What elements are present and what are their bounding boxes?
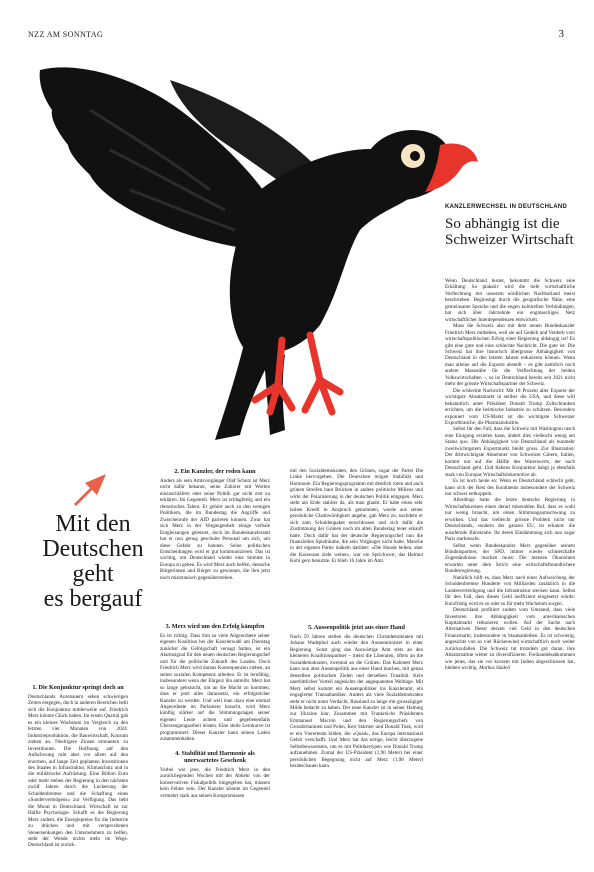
- black-eagle-illustration: [20, 40, 480, 460]
- section-text: Anders als sein Amtsvorgänger Olaf Scholz ist Merz nicht dafür bekannt, seine Zuhörer mit Worten einzuschläfern oder seine Politik gar nicht erst zu erklären. Im Gegenteil. Merz ist schlagfertig und ein rhetorisches Talent. Er gehört auch zu den wenigen Politikern, die im Bundestag die Angriffe und Zwischenrufe der AfD parieren können. Zwar hat sich Merz in der Vergangenheit einige verbale Entgleisungen geleistet, doch im Bundeskanzleramt hat er nun genug geschulte Personal um sich, um diese Gefahr zu bannen. Seine politischen Entscheidungen wird er gut kommunizieren. Das ist wichtig, um Deutschland wieder eine Stimme in Europa zu geben. Es wird Merz auch helfen, deutsche Bürgerinnen und Bürger zu gewinnen, die ihm jetzt noch misstrauisch gegenüberstehen.: [160, 478, 270, 581]
- page-number: 3: [558, 28, 564, 40]
- section-5: [290, 624, 423, 770]
- section-subhead: 2. Ein Kanzler, der reden kann: [174, 468, 256, 475]
- left-wing: [40, 67, 270, 250]
- right-paragraph: Wenn Deutschland hustet, bekommt die Schweiz eine Erkältung: So plakativ wird die tiefe wirtschaftliche Verflechtung mit unserem nördlichen Nachbarland meist beschrieben. Begünstigt durch die geografische Nähe, eine gemeinsame Sprache und die engen kulturellen Verbindungen, hat sich über Jahrzehnte ein engmaschiges Netz wirtschaftlicher Interdependenzen entwickelt.: [445, 278, 575, 323]
- masthead: NZZ AM SONNTAG: [28, 30, 104, 39]
- section-3: [160, 623, 270, 743]
- right-paragraph: Selbst wenn Bundeskanzler Merz gegenüber seinem Bündnispartner, der SPD, immer wieder schmerzhafte Zugeständnisse machen muss: Die meisten Ökonomen erwarten unter dem Strich eine wirtschaftsfreundlichere Bundesregierung.: [445, 542, 575, 575]
- section-subhead: 1. Die Konjunktur springt doch an: [32, 684, 124, 691]
- right-article-body: [445, 278, 575, 672]
- section-text: Es ist richtig: Dass ihm so viele Abgeordnete seiner eigenen Koalition bei der Kanzlerwahl am Dienstag zunächst die Gefolgschaft versagt hatten, ist ein Alarmsignal für den neuen deutschen Regierungschef und für die politische Zukunft des Landes. Doch Friedrich Merz wird daraus Konsequenzen ziehen, an seiner sozialen Kompetenz arbeiten. Er ist lernfähig, insbesondere wenn der Ehrgeiz ihn antreibt. Merz hat so lange gebraucht, um an die Macht zu kommen, dass er jetzt alles daransetzt, ein erfolgreicher Kanzler zu werden. Und weil man dazu eine einmal Abgeordnete im Parlament braucht, wird Merz künftig stärker auf die Stimmungslagen seiner eigenen Leute achten und gegebenenfalls Überzeugungsarbeit leisten. Eine steile Lernkurve ist programmiert. Dieser Kanzler kann seinen Laden zusammenhalten.: [160, 633, 270, 743]
- right-paragraph: Selbst für den Fall, dass die Schweiz mit Washington rasch eine Einigung erzielen kann, ändert dies vielleicht wenig am Status quo. Die Abhängigkeit von Deutschland als nunmehr zweitwichtigstem Exportmarkt bleibt gross. Zur Illustration: Der drittwichtigste Abnehmer von Schweizer Gütern, Italien, kommt nur auf die Hälfte des Warenwerts, der nach Deutschland geht. Und Italiens Konjunktur hängt ja ebenfalls stark von Europas Wirtschaftslokomotive ab.: [445, 426, 575, 478]
- section-2: [160, 468, 270, 581]
- section-4-continued: [290, 468, 423, 616]
- right-paragraph-last: [445, 607, 575, 672]
- section-text: Deutschlands Autobauern sehen schwierigen Zeiten entgegen, doch in anderen Bereichen hellt sich die Konjunktur mittlerweile auf. Friedrich Merz könnte Glück haben. Im ersten Quartal gab es ein kleines Wachstum im Vergleich zu den letzten vier Monaten von 2024. Industrieproduktion, die Bauwirtschaft, Konsum ziehen an. Niedrigere Zinsen ermuntern zu Investitionen. Die Hoffnung auf den Aufschwung ruht aber vor allem auf den enormen, auf lange Zeit geplanten Investitionen des Staates in Infrastruktur, Klimaschutz und in die militärische Aufrüstung. Eine Billion Euro oder mehr stehen der Regierung in den nächsten zwölf Jahren durch die Lockerung der Schuldenbremse und die Schaffung eines «Sondervermögens» zur Verfügung. Das hebt die Moral in Deutschland. Wirtschaft ist zur Hälfte Psychologie. Schafft es die Regierung Merz zudem, die Energiepreise für die Industrie zu drücken und mit versprochenen Steuersenkungen den Unternehmern zu helfen, steht der Wende nichts mehr im Wege. Deutschland ist zurück.: [28, 694, 128, 849]
- article-headline: So abhängig ist die Schweizer Wirtschaft: [445, 216, 574, 248]
- right-paragraph: Muss die Schweiz also mit dem neuen Bundeskanzler Friedrich Merz mitbeben, weil sie auf Gedeih und Verderb vom wirtschaftspolitischen Erfolg einer Regierung abhängig ist? Es gibt eine gute und eine schlechte Nachricht. Die gute ist: Die Schweiz hat ihre historisch übergrosse Abhängigkeit von Deutschland in den letzten Jahren reduzieren können. Wenn man alleine auf die Exporte abstellt – es gibt natürlich noch andere Massstäbe für die Verflechtung der beiden Volkswirtschaften –, so ist Deutschland bereits seit 2021 nicht mehr der grösste Wirtschaftspartner der Schweiz.: [445, 323, 575, 388]
- title-line: Deutschen: [42, 536, 144, 562]
- arrow-up-right-icon: [68, 470, 110, 512]
- section-text-continued: [290, 468, 423, 616]
- right-paragraph: Natürlich hilft es, dass Merz nach einer Aufweichung der Schuldenbremse Hunderte von Milliarden zusätzlich in die Landesverteidigung und die Infrastruktur stecken kann. Selbst für den Fall, dass dieses Geld ineffizient eingesetzt würde: Kurzfristig wird es so oder so für mehr Wachstum sorgen.: [445, 574, 575, 607]
- title-line: geht: [72, 561, 114, 587]
- leg-right: [305, 335, 340, 412]
- title-line: es bergauf: [43, 586, 143, 612]
- right-paragraph-text: Deutschland profitiert zudem vom Umstand, dass viele Investoren ihre Abhängigkeit vom amerikanischen Kapitalmarkt reduzieren wollen. Auf der Suche nach Alternativen fliesst derzeit viel Geld in den deutschen Finanzmarkt, insbesondere in Staatsanleihen. Es ist schwierig, angesichts von so viel Rückenwind wirtschaftlich noch weiter zurückzufallen. Die Schweiz tut trotzdem gut daran, ihre Absatzmärkte weiter zu diversifizieren. Freihandelsabkommen wie jenes, das sie vor kurzem mit Indien abgeschlossen hat, bleiben wichtig.: [445, 607, 575, 672]
- left-article-title: [28, 512, 158, 612]
- section-subhead: 3. Merz wird um den Erfolg kämpfen: [165, 623, 265, 630]
- article-kicker: KANZLERWECHSEL IN DEUTSCHLAND: [445, 204, 568, 210]
- section-text: Vorbei wie jene, die Friedrich Merz in den zurückliegenden Wochen mit der Abkehr von der konservativen Fiskalpolitik hingegeben hat, müssen kein Fehler sein. Der Kanzler könnte im Gegenteil vermehrt stark aus seinen Kompromissen: [160, 767, 270, 799]
- right-paragraph: Die schlechte Nachricht: Mit 18 Prozent aller Exporte der wichtigste Absatzmarkt in seither die USA, und diese will bekanntlich unter Präsident Donald Trump Zollschranken errichten, um die heimische Industrie zu schützen. Besonders exponiert vom US-Markt ist die wichtigste Schweizer Exportbranche, die Pharmaindustrie.: [445, 387, 575, 426]
- author-byline: Markus Städeli: [479, 665, 511, 672]
- eye-pupil: [410, 151, 420, 161]
- section-4: [160, 750, 270, 872]
- section-text: Nach 59 Jahren stellen die deutschen Christdemokraten mit Johann Wadephul auch wieder den Aussenminister in einer Regierung. Sonst ging das Auswärtige Amt stets an den kleineren Koalitionspartner – meist die Liberalen, öfters an die Sozialdemokraten, zweimal an die Grünen. Das Kabinett Merz kann nun aber Aussenpolitik aus einer Hand machen, mit genau denselben politischen Zielen und derselben Tonalität. Kein unerbittlicher Vorteil angesichts der angespannten Weltlage. Mit Merz selbst kommt ein Aussenpolitiker ins Kanzleramt, ein engagierter Transatlantiker. Anders als viele Sozialdemokraten steht er nicht unter Verdacht, Russland zu lange mit grosszügiger Milde bedacht zu haben. Der neue Kanzler ist in seiner Haltung zur Ukraine klar. Zusammen mit Frankreichs Präsidenten Emmanuel Macron und den Regierungschefs von Grossbritannien und Polen, Keir Starmer und Donald Tusk, wird er ein Viererteam bilden, die «Quad», das Europa international Gehör verschafft. Und Merz hat das nötige, leicht überzogene Selbstbewusstsein, um es mit Politikertypen wie Donald Trump aufzunehmen. Zumal der US-Präsident (1,90 Meter) bei einer persönlichen Begegnung nicht auf Merz (1,98 Meter) herabschauen kann.: [290, 634, 423, 770]
- section-subhead: 5. Aussenpolitik jetzt aus einer Hand: [308, 624, 405, 631]
- section-1: [28, 684, 128, 849]
- section-4-continuation: mit den Sozialdemokraten, den Grünen, sogar der Partei Die Linke hervorgehen. Die Deutschen mögen Stabilität und Harmonie. Ein Regierungsprogramm mit deutlich roten und auch grünen Streifen baut Brücken in andere politische Milieus und wirkt der Polarisierung in der deutschen Politik entgegen. Merz steht am Ende stabiler da, als man glaubt. Er habe einen sehr hohen Kredit in Anspruch genommen, wurde aus seiner persönliche Glaubwürdigkeit angehe, gab Merz zu, nachdem er sich zum Schuldenpaket entschlossen und sich dafür die Zustimmung der Grünen noch im alten Bundestag teuer erkauft hatte. Doch dafür hat der deutsche Regierungschef nun die finanziellen Spielräume, die sein Vorgänger nicht hatte. Manche in der eigenen Partei mäkeln darüber: «Die Hunde bellen, aber die Karawane zieht weiter», war ein Sprichwort, das Helmut Kohl gern benutzte. Er blieb 16 Jahre im Amt.: [290, 468, 423, 565]
- right-paragraph: Es ist noch heute so: Wenn es Deutschland schlecht geht, kann sich der Rest des Kontinents insbesondere der Schweiz nur schwer entkoppeln.: [445, 478, 575, 497]
- title-line: Mit den: [55, 511, 131, 537]
- section-subhead: 4. Stabilität und Harmonie als unerwartetes Geschenk: [175, 750, 255, 764]
- right-paragraph: Allerdings hatte die letzte deutsche Regierung in Wirtschaftskreisen einen derart miserablen Ruf, dass es wohl nur wenig braucht, um einen Stimmungsumschwung zu erwirken. Und das vielleicht grösste Problem nicht nur Deutschlands, sondern der ganzen EU, ist erkannt: die ausufernde Bürokratie. Ihr deren Eindämmung sich nun sogar Paris starkmacht.: [445, 497, 575, 543]
